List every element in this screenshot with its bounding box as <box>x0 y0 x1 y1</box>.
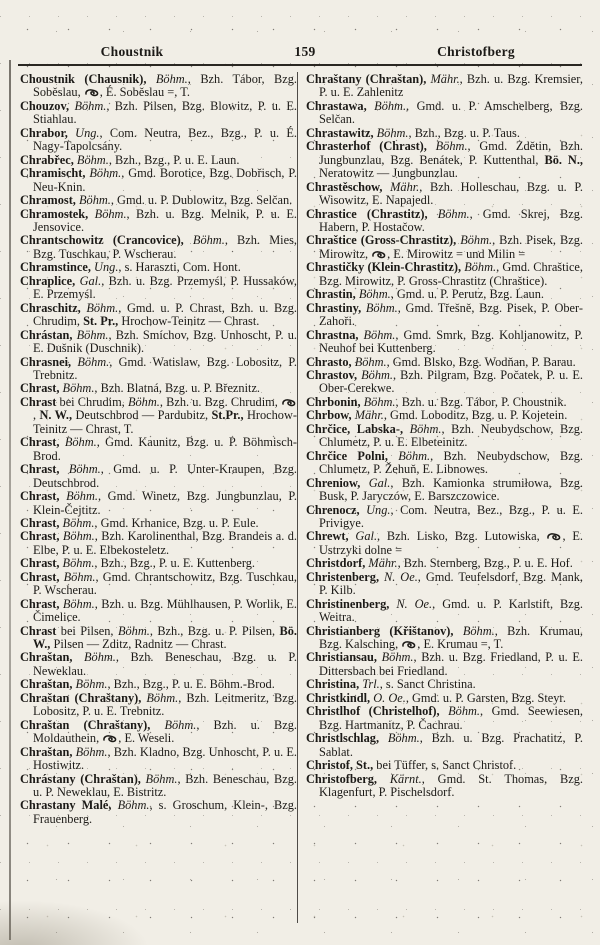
entry-text: , Bzh. Pilsen, Bzg. Blowitz, P. u. E. Stiahlau. <box>33 98 297 127</box>
headword: Christof, St., <box>306 758 374 773</box>
headword: Chrastna, <box>306 327 359 342</box>
entry <box>306 530 583 557</box>
post-horn-icon <box>402 640 416 649</box>
entry-text: , Bzh. Leitmeritz, Bzg. Lobositz, P. u. E. Trebnitz. <box>33 690 297 719</box>
entry <box>20 396 297 436</box>
entry <box>20 167 297 194</box>
region-abbr: Böhm. <box>140 771 178 786</box>
headword: Chrastov, <box>306 367 358 382</box>
headword: Chrastiny, <box>306 300 362 315</box>
headword: Christenberg, <box>306 569 380 584</box>
headword: Chraschitz, <box>20 300 81 315</box>
headword: Christdorf, <box>306 556 366 571</box>
headword: Chraštice (Gross-Chrastitz), <box>306 233 457 248</box>
entry-text: , Gmd. Krhanice, Bzg. u. P. Eule. <box>94 515 259 530</box>
region-abbr: Gal. <box>75 273 102 288</box>
entry <box>20 598 297 625</box>
region-abbr: Böhm. <box>59 529 95 544</box>
entry <box>306 504 583 531</box>
entry-text: , Bzh. u. Bzg. Prachatitz, P. Sablat. <box>319 731 583 759</box>
region-abbr: Böhm. <box>85 166 122 181</box>
entry <box>306 234 583 261</box>
scan-edge-line <box>9 60 11 940</box>
entry-text: , Gmd. u. P. Amschelberg, Bzg. Selčan. <box>319 98 583 127</box>
region-abbr: Kärnt. <box>376 771 422 786</box>
scan-smudge <box>0 900 150 945</box>
headword: Chrastin, <box>306 287 356 302</box>
entry <box>20 302 297 329</box>
post-horn-icon <box>547 532 561 541</box>
region-abbr: Ung. <box>67 125 100 140</box>
entry <box>20 329 297 356</box>
headword: Christianberg (Křištanov), <box>306 623 454 638</box>
headword: Chramstince, <box>20 260 91 275</box>
entry-text: , Gmd. u. P. Unter-Kraupen, Bzg. Deutschbrod. <box>33 462 297 490</box>
entry-text: , Bzh. Pilgram, Bzg. Počatek, P. u. E. Ober-Cerekwe. <box>319 367 583 396</box>
headword: Chramostek, <box>20 206 89 221</box>
region-abbr: Böhm. <box>59 569 96 584</box>
headword: Chrástan, <box>20 327 73 342</box>
region-abbr: Böhm. <box>355 287 391 302</box>
entry-text: , Gmd. Chraštice, Bzg. Mirowitz, P. Gross-Chrastitz (Chraštice). <box>319 260 583 288</box>
region-abbr: Böhm. <box>141 690 179 705</box>
entry <box>306 423 583 450</box>
region-abbr: O. Oe. <box>370 690 406 705</box>
region-abbr: Trl. <box>359 677 380 692</box>
headword: Chrastice (Chrastitz), <box>306 206 428 221</box>
entry <box>306 409 583 422</box>
entry <box>20 773 297 800</box>
entry-text: , Gmd. Borotice, Bzg. Dobřisch, P. Neu-Knin. <box>33 166 297 194</box>
entry-text: , Bzh. Beneschau, Bzg. u. P. Neweklau. <box>33 650 297 678</box>
entry-text: , Bzh. u. Bzg. Przemyśl, P. Hussaków, E. Przemyśl. <box>33 273 298 302</box>
headword: Chrast <box>20 394 57 409</box>
headword: Chrast, <box>20 556 60 571</box>
region-abbr: Böhm. <box>379 731 420 746</box>
entry <box>306 181 583 208</box>
entry <box>306 288 583 301</box>
entry-text: , s. Haraszti, Com. Hont. <box>118 260 241 275</box>
entry-text: , Bzh. u. Bzg. Kremsier, P. u. E. Zahlenitz <box>319 72 583 100</box>
headword: Christina, <box>306 677 360 692</box>
region-abbr: Böhm. <box>59 462 101 477</box>
region-abbr: Böhm. <box>403 421 442 436</box>
entry-text: , Com. Neutra, Bez., Bzg., P. u. E. Privigye. <box>319 502 583 530</box>
post-horn-icon <box>372 250 386 259</box>
entry-text: , E. Mirowitz = und Milin = <box>387 246 526 261</box>
entry-text: Pilsen — Zditz, Radnitz — Chrast. <box>50 637 227 652</box>
entry <box>306 450 583 477</box>
entry-text: , Bzh. u. Bzg. Tábor, P. Choustnik. <box>395 394 567 409</box>
entry <box>306 100 583 127</box>
entry <box>306 625 583 652</box>
region-abbr: Böhm. <box>387 448 431 463</box>
page-number: 159 <box>294 44 316 59</box>
headword: Chrast, <box>20 462 60 477</box>
entry <box>306 261 583 288</box>
entry-text: , Bzh. Tábor, Bzg. Soběslau, <box>33 72 298 100</box>
headword: Chramost, <box>20 193 76 208</box>
entry <box>20 275 297 302</box>
region-abbr: N. Oe. <box>379 569 418 584</box>
entry <box>306 692 583 705</box>
region-abbr: Böhm. <box>111 798 150 813</box>
entry-text: , Bzh., Bzg., P. u. E. Laun. <box>108 152 240 167</box>
entry <box>20 571 297 598</box>
entry-text: , E. Ustrzyki dolne = <box>319 529 583 557</box>
entry-text: , E. Weseli. <box>118 731 175 746</box>
headword: Christkindl, <box>306 690 371 705</box>
entry-text: bei Tüffer, s. Sanct Christof. <box>373 758 517 773</box>
entry-text: , s. Sanct Christina. <box>379 677 476 692</box>
entry-text: , Gmd. Loboditz, Bzg. u. P. Kojetein. <box>383 408 568 423</box>
entry-text: , Gmd. Skrej, Bzg. Habern, P. Hostačow. <box>319 206 583 234</box>
region-abbr: Böhm. <box>366 98 407 113</box>
post-horn-icon <box>282 398 296 407</box>
headword: Chrbonin, <box>306 394 361 409</box>
column-divider-rule <box>297 72 298 923</box>
headword: Bö. W., <box>33 623 297 652</box>
column-right <box>306 73 583 799</box>
region-abbr: N. Oe. <box>389 596 433 611</box>
headword: Chraštan, <box>20 744 73 759</box>
entry-text: , Bzh. Smíchov, Bzg. Unhoscht, P. u. E. Dušnik (Duschnik). <box>33 327 297 356</box>
entry <box>20 719 297 746</box>
header-right-keyword: Christofberg <box>437 44 515 59</box>
entry-text: Neratowitz — Jungbunzlau. <box>319 166 458 181</box>
headword: Chrastěschow, <box>306 179 383 194</box>
headword: Chrastawitz, <box>306 125 374 140</box>
region-abbr: Böhm. <box>59 515 95 530</box>
entry-text: , Bzh. Sternberg, Bzg., P. u. E. Hof. <box>397 556 573 571</box>
entry <box>20 356 297 383</box>
entry <box>306 678 583 691</box>
entry-text: , Bzh. u. Bzg. Friedland, P. u. E. Dittersbach bei Friedland. <box>319 650 583 678</box>
entry-text: , Gmd. Chrantschowitz, Bzg. Tuschkau, P. Wscherau. <box>33 569 297 598</box>
region-abbr: Böhm. <box>59 596 95 611</box>
headword: Chrabřec, <box>20 152 74 167</box>
region-abbr: Böhm. <box>59 381 95 396</box>
running-header <box>0 44 600 62</box>
headword: Chrewt, <box>306 529 349 544</box>
post-horn-icon <box>85 88 99 97</box>
header-left-keyword: Choustnik <box>100 44 164 59</box>
entry-text: , Bzh., Bzg. u. P. Taus. <box>408 125 520 140</box>
region-abbr: Böhm. <box>150 717 197 732</box>
entry <box>20 678 297 691</box>
region-abbr: Böhm. <box>373 125 409 140</box>
entry-text: , Gmd. Zdětin, Bzh. Jungbunzlau, Bzg. Benátek, P. Kuttenthal, <box>319 139 583 167</box>
region-abbr: Mähr. <box>365 556 398 571</box>
region-abbr: Böhm. <box>351 354 387 369</box>
headword: Chraštan (Chraštany), <box>20 690 142 705</box>
region-abbr: Böhm. <box>183 233 225 248</box>
region-abbr: Böhm. <box>357 367 393 382</box>
region-abbr: Böhm. <box>439 704 480 719</box>
entry <box>306 557 583 570</box>
headword: Chrastawa, <box>306 98 367 113</box>
entry <box>20 557 297 570</box>
headword: Chrabor, <box>20 125 68 140</box>
entry <box>306 759 583 772</box>
headword: Chrčice Polni, <box>306 448 388 463</box>
headword: Chrast, <box>20 435 60 450</box>
entry-text: , Bzh. u. Bzg. Chrudim, <box>159 394 281 409</box>
entry-text: , Bzh., Bzg. u. P. Pilsen, <box>149 623 280 638</box>
headword: Chrasnei, <box>20 354 72 369</box>
region-abbr: Böhm. <box>72 744 108 759</box>
entry <box>20 382 297 395</box>
entry-text: , Gmd. u. P. Dublowitz, Bzg. Selčan. <box>110 193 293 208</box>
entry-text: , Gmd. Kaunitz, Bzg. u. P. Böhmisch-Brod. <box>33 435 297 463</box>
entry <box>20 463 297 490</box>
header-rule <box>18 64 582 66</box>
entry <box>20 530 297 557</box>
entry-text: , Bzh. u. Bzg. Melnik, P. u. E. Jensovice. <box>33 206 297 234</box>
headword: St. Pr., <box>83 314 119 329</box>
entry-text: , Bzh., Bzg., P. u. E. Böhm.-Brod. <box>107 677 275 692</box>
entry-text: , Gmd. u. P. Garsten, Bzg. Steyr. <box>405 690 566 705</box>
headword: Christofberg, <box>306 771 377 786</box>
region-abbr: Mähr. <box>351 408 384 423</box>
headword: Chraštan (Chraštany), <box>20 717 151 732</box>
entry-text: , Bzh. Lisko, Bzg. Lutowiska, <box>377 529 547 544</box>
headword: Chrast, <box>20 569 60 584</box>
entry <box>306 396 583 409</box>
entry-text: , Gmd. Winetz, Bzg. Jungbunzlau, P. Klein-Čejtitz. <box>33 489 297 517</box>
headword: Chrantschowitz (Crancovice), <box>20 233 184 248</box>
region-abbr: Böhm. <box>127 394 160 409</box>
headword: N. W., <box>39 408 73 423</box>
region-abbr: Böhm. <box>75 193 111 208</box>
headword: Christlhof (Christelhof), <box>306 704 440 719</box>
region-abbr: Böhm. <box>427 206 470 221</box>
entry <box>20 194 297 207</box>
region-abbr: Böhm. <box>72 327 109 342</box>
headword: Chrastičky (Klein-Chrastitz), <box>306 260 462 275</box>
post-horn-icon <box>103 734 117 743</box>
entry-text: , Gmd. Watislaw, Bzg. Lobositz, P. Trebnitz. <box>33 354 297 382</box>
entry <box>306 127 583 140</box>
headword: Chouzov, <box>20 98 70 113</box>
entry-text: Hrochow-Teinitz — Chrast. <box>118 314 260 329</box>
entry <box>306 705 583 732</box>
entry-text: bei Pilsen, <box>56 623 118 638</box>
entry <box>306 571 583 598</box>
entry-text: bei Chrudim, <box>56 394 128 409</box>
headword: Chreniow, <box>306 475 361 490</box>
region-abbr: Gal. <box>348 529 378 544</box>
entry <box>20 208 297 235</box>
entry-text: , Bzh. u. Bzg. Moldauthein, <box>33 717 297 746</box>
region-abbr: Böhm. <box>358 327 396 342</box>
entry <box>306 477 583 504</box>
entry <box>20 625 297 652</box>
region-abbr: Böhm. <box>71 354 110 369</box>
region-abbr: Böhm. <box>456 233 493 248</box>
region-abbr: Böhm. <box>69 98 107 113</box>
region-abbr: Böhm. <box>59 489 98 504</box>
entry-text: , <box>33 408 40 423</box>
headword: Chrasto, <box>306 354 352 369</box>
entry-text: , Gmd. u. P. Karlstift, Bzg. Weitra. <box>319 596 583 625</box>
entry <box>306 651 583 678</box>
headword: Chrast <box>20 623 57 638</box>
column-left <box>20 73 297 826</box>
entry-text: , Bzh. Mies, Bzg. Tuschkau, P. Wscherau. <box>33 233 297 261</box>
entry-text: , Gmd. Blsko, Bzg. Wodňan, P. Barau. <box>386 354 576 369</box>
region-abbr: Ung. <box>359 502 391 517</box>
entry-text: , É. Soběslau =, T. <box>99 85 190 100</box>
region-abbr: Böhm. <box>59 435 97 450</box>
region-abbr: Mähr. <box>426 72 460 86</box>
region-abbr: Böhm. <box>461 260 497 275</box>
entry-text: , Bzh. Beneschau, Bzg. u. P. Neweklau, E. Bistritz. <box>33 771 297 800</box>
region-abbr: Böhm. <box>453 623 495 638</box>
region-abbr: Böhm. <box>117 623 150 638</box>
entry <box>306 208 583 235</box>
entry-text: , Gmd. Seewiesen, Bzg. Hartmanitz, P. Čachrau. <box>319 704 583 732</box>
entry-text: , Gmd. St. Thomas, Bzg. Klagenfurt, P. Pischelsdorf. <box>319 771 584 800</box>
entry-text: , E. Krumau =, T. <box>417 637 504 652</box>
entry <box>20 100 297 127</box>
region-abbr: Gal. <box>360 475 391 490</box>
region-abbr: Böhm. <box>59 556 95 571</box>
entry-text: , Bzh. Neubydschow, Bzg. Chlumetz, P. u. E. Elbeteinitz. <box>319 421 583 450</box>
headword: Chraštan, <box>20 677 73 692</box>
entry <box>306 73 583 100</box>
entry <box>306 302 583 329</box>
headword: Chrbow, <box>306 408 352 423</box>
entry-text: , Gmd. Smrk, Bzg. Kohljanowitz, P. Neuhof bei Kuttenberg. <box>319 327 583 356</box>
entry-text: , Gmd. Třešně, Bzg. Pisek, P. Ober-Zahoři. <box>319 300 583 329</box>
headword: Christiansau, <box>306 650 377 665</box>
entry <box>20 517 297 530</box>
entry <box>306 369 583 396</box>
entry <box>306 773 583 800</box>
entry <box>306 598 583 625</box>
headword: Christinenberg, <box>306 596 390 611</box>
headword: Chraštany (Chraštan), <box>306 72 427 86</box>
entry-text: , Gmd. u. P. Perutz, Bzg. Laun. <box>390 287 544 302</box>
headword: Chrast, <box>20 515 60 530</box>
entry <box>306 140 583 180</box>
headword: Bö. N., <box>544 152 583 167</box>
entry <box>20 746 297 773</box>
entry <box>20 799 297 826</box>
entry-text: , Gmd. Teufelsdorf, Bzg. Mank, P. Kilb. <box>319 569 583 598</box>
region-abbr: Böhm. <box>88 206 127 221</box>
headword: Choustnik (Chausnik), <box>20 72 147 86</box>
entry-text: , Gmd. u. P. Chrast, Bzh. u. Bzg. Chrudim, <box>33 300 297 329</box>
entry-text: , Bzh. u. Bzg. Mühlhausen, P. Worlik, E. Čimelice. <box>33 596 297 625</box>
entry-text: , Bzh. Neubydschow, Bzg. Chlumetz, P. Žehuň, E. Libnowes. <box>319 448 583 477</box>
headword: Chramischt, <box>20 166 86 181</box>
entry-text: , Bzh. Holleschau, Bzg. u. P. Wisowitz, E. Napajedl. <box>319 179 583 208</box>
region-abbr: Böhm. <box>377 650 414 665</box>
entry-text: , Bzh. Karolinenthal, Bzg. Brandeis a. d. Elbe, P. u. E. Elbekosteletz. <box>33 529 297 557</box>
entry-text: , Bzh. Kamionka strumiłowa, Bzg. Busk, P. Jaryczów, E. Barszczowice. <box>319 475 584 504</box>
headword: Chrčice, Labska-, <box>306 421 404 436</box>
entry-text: , s. Groschum, Klein-, Bzg. Frauenberg. <box>33 798 297 826</box>
entry-text: , Bzh. Kladno, Bzg. Unhoscht, P. u. E. Hostiwitz. <box>33 744 297 773</box>
region-abbr: Böhm. <box>80 300 119 315</box>
headword: St.Pr., <box>211 408 244 423</box>
region-abbr: Mähr. <box>382 179 420 194</box>
region-abbr: Böhm. <box>146 72 188 86</box>
entry <box>20 73 297 100</box>
entry <box>20 127 297 154</box>
entry-text: , Bzh. Krumau, Bzg. Kalsching, <box>319 623 583 652</box>
region-abbr: Ung. <box>90 260 119 275</box>
entry-text: , Com. Neutra, Bez., Bzg., P. u. É. Nagy-Tapolcsány. <box>33 125 297 154</box>
headword: Chraštan, <box>20 650 73 665</box>
headword: Chraplice, <box>20 273 76 288</box>
entry <box>20 651 297 678</box>
region-abbr: Böhm. <box>361 300 398 315</box>
entry-text: Hrochow-Teinitz — Chrast, T. <box>33 408 298 436</box>
entry <box>20 436 297 463</box>
region-abbr: Böhm. <box>72 677 108 692</box>
entry <box>306 356 583 369</box>
headword: Chrasterhof (Chrast), <box>306 139 427 154</box>
entry-text: , Bzh. Blatná, Bzg. u. P. Březnitz. <box>94 381 261 396</box>
region-abbr: Böhm. <box>72 650 116 665</box>
headword: Chrast, <box>20 489 60 504</box>
entry <box>20 234 297 261</box>
entry-text: Deutschbrod — Pardubitz, <box>72 408 212 423</box>
region-abbr: Böhm. <box>360 394 396 409</box>
entry <box>20 692 297 719</box>
entry <box>20 154 297 167</box>
headword: Chrast, <box>20 529 60 544</box>
region-abbr: Böhm. <box>426 139 468 154</box>
entry-text: , Bzh. Pisek, Bzg. Mirowitz, <box>319 233 583 261</box>
headword: Chrenocz, <box>306 502 360 517</box>
headword: Chrastany Malé, <box>20 798 112 813</box>
entry <box>20 490 297 517</box>
headword: Christlschlag, <box>306 731 380 746</box>
entry-text: , Bzh., Bzg., P. u. E. Kuttenberg. <box>94 556 255 571</box>
headword: Chrástany (Chraštan), <box>20 771 141 786</box>
headword: Chrast, <box>20 381 60 396</box>
entry <box>306 732 583 759</box>
headword: Chrast, <box>20 596 60 611</box>
region-abbr: Böhm. <box>73 152 109 167</box>
entry <box>306 329 583 356</box>
entry <box>20 261 297 274</box>
